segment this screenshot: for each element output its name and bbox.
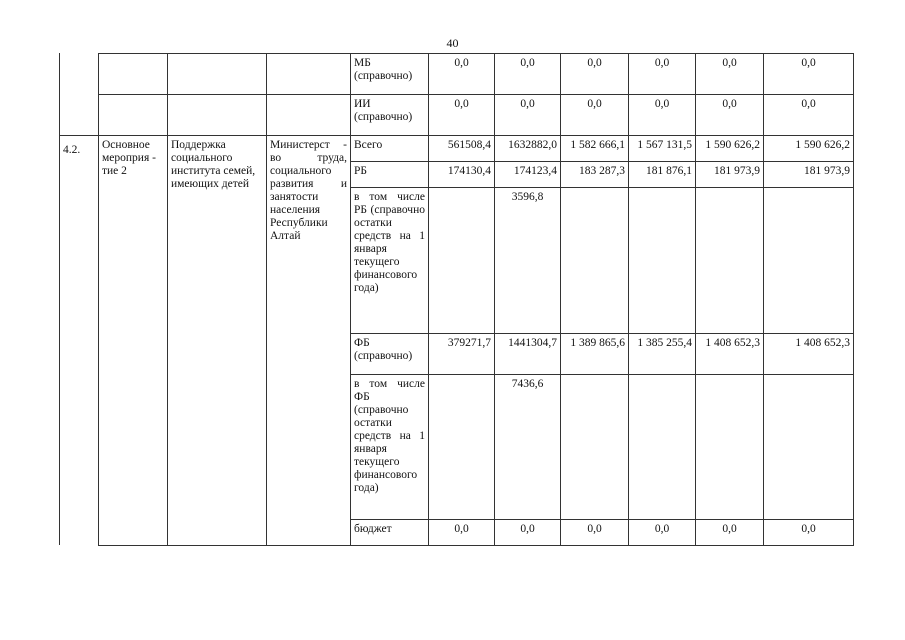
value-cell: [429, 375, 495, 520]
value-cell: [764, 375, 854, 520]
value-cell: 1441304,7: [495, 334, 561, 375]
row-code: 4.2.: [63, 144, 81, 156]
source-cell: РБ: [351, 162, 429, 188]
value-cell: 1 590 626,2: [696, 136, 764, 162]
table-row: [99, 95, 854, 136]
value-cell: 0,0: [696, 95, 764, 136]
value-cell: 183 287,3: [561, 162, 629, 188]
value-cell: 7436,6: [495, 375, 561, 520]
value-cell: [561, 188, 629, 334]
value-cell: 379271,7: [429, 334, 495, 375]
value-cell: 0,0: [495, 95, 561, 136]
value-cell: 0,0: [629, 54, 696, 95]
value-cell: 0,0: [764, 54, 854, 95]
value-cell: [764, 188, 854, 334]
empty-cell: [99, 54, 168, 95]
value-cell: [696, 375, 764, 520]
value-cell: 174130,4: [429, 162, 495, 188]
empty-cell: [168, 95, 267, 136]
source-cell: Всего: [351, 136, 429, 162]
value-cell: [561, 375, 629, 520]
table-row: [99, 136, 854, 162]
left-border-line: [59, 53, 60, 545]
value-cell: 1 408 652,3: [696, 334, 764, 375]
source-cell: бюджет: [351, 520, 429, 546]
value-cell: 561508,4: [429, 136, 495, 162]
value-cell: 1 408 652,3: [764, 334, 854, 375]
source-cell: МБ (справочно): [351, 54, 429, 95]
value-cell: 1 582 666,1: [561, 136, 629, 162]
value-cell: 0,0: [561, 54, 629, 95]
executor-cell: Министерст - во труда, социального развития и занятости населения Республики Алтай: [267, 136, 351, 546]
value-cell: 0,0: [429, 95, 495, 136]
value-cell: [696, 188, 764, 334]
value-cell: 181 876,1: [629, 162, 696, 188]
value-cell: 1 567 131,5: [629, 136, 696, 162]
value-cell: 3596,8: [495, 188, 561, 334]
value-cell: 0,0: [629, 520, 696, 546]
source-cell: в том числе ФБ (справочно остатки средств на 1 января текущего финансового года): [351, 375, 429, 520]
value-cell: 1 385 255,4: [629, 334, 696, 375]
empty-cell: [99, 95, 168, 136]
page-number: 40: [446, 36, 459, 50]
value-cell: [629, 375, 696, 520]
event-name-cell: Основное мероприя - тие 2: [99, 136, 168, 546]
code-column-divider: [59, 135, 98, 136]
value-cell: 0,0: [764, 95, 854, 136]
value-cell: 0,0: [495, 520, 561, 546]
value-cell: 181 973,9: [764, 162, 854, 188]
value-cell: 0,0: [429, 54, 495, 95]
value-cell: 174123,4: [495, 162, 561, 188]
value-cell: 0,0: [495, 54, 561, 95]
value-cell: [629, 188, 696, 334]
value-cell: 181 973,9: [696, 162, 764, 188]
empty-cell: [267, 54, 351, 95]
value-cell: [429, 188, 495, 334]
source-cell: в том числе РБ (справочно остатки средств на 1 января текущего финансового года): [351, 188, 429, 334]
value-cell: 0,0: [429, 520, 495, 546]
budget-table: [98, 53, 854, 546]
empty-cell: [267, 95, 351, 136]
value-cell: 0,0: [764, 520, 854, 546]
event-description-cell: Поддержка социального института семей, имеющих детей: [168, 136, 267, 546]
value-cell: 1632882,0: [495, 136, 561, 162]
value-cell: 0,0: [696, 54, 764, 95]
value-cell: 0,0: [561, 520, 629, 546]
table-row: [99, 54, 854, 95]
value-cell: 0,0: [561, 95, 629, 136]
value-cell: 0,0: [629, 95, 696, 136]
value-cell: 1 389 865,6: [561, 334, 629, 375]
value-cell: 1 590 626,2: [764, 136, 854, 162]
source-cell: ФБ (справочно): [351, 334, 429, 375]
source-cell: ИИ (справочно): [351, 95, 429, 136]
value-cell: 0,0: [696, 520, 764, 546]
empty-cell: [168, 54, 267, 95]
